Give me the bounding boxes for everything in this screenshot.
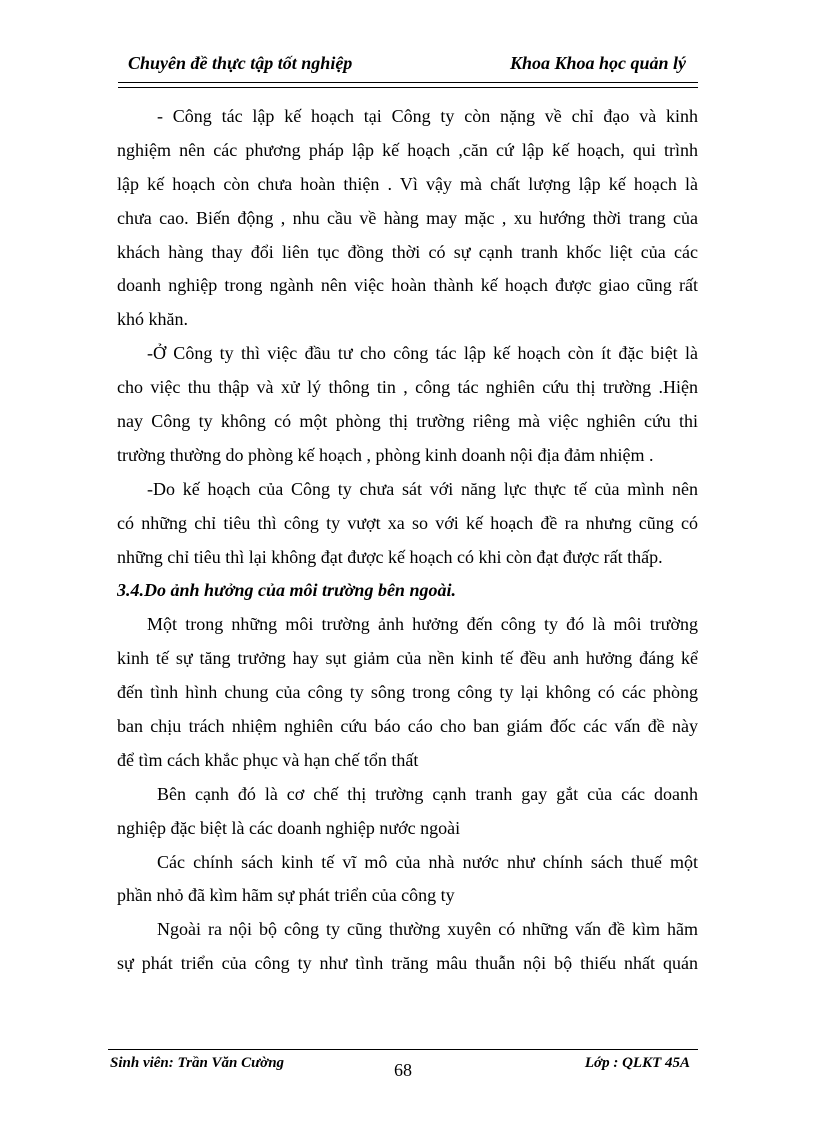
text-line: - Công tác lập kế hoạch tại Công ty còn nặng về chỉ đạo và kinh [157,106,698,126]
text-line: Một trong những môi trường ảnh hưởng đến công ty đó là môi trường [147,614,698,635]
header-title-right: Khoa Khoa học quản lý [509,53,686,73]
text-line: đến tình hình chung của công ty sông trong công ty lại không có các phòng [117,682,698,703]
header-double-rule [118,82,698,88]
text-line: sự phát triển của công ty như tình trăng mâu thuẫn nội bộ thiếu nhất quán [117,953,698,974]
text-line: nay Công ty không có một phòng thị trường riêng mà việc nghiên cứu thi [117,411,698,432]
text-line: nghiệm nên các phương pháp lập kế hoạch ,căn cứ lập kế hoạch, qui trình [117,139,698,160]
footer-student-name: Sinh viên: Trần Văn Cường [110,1055,285,1071]
footer-class: Lớp : QLKT 45A [584,1055,690,1071]
text-line: doanh nghiệp trong ngành nên việc hoàn thành kế hoạch được giao cũng rất [117,275,698,296]
text-line: -Do kế hoạch của Công ty chưa sát với năng lực thực tế của mình nên [147,478,698,499]
text-line: lập kế hoạch còn chưa hoàn thiện . Vì vậy mà chất lượng lập kế hoạch là [117,173,698,194]
text-line: Các chính sách kinh tế vĩ mô của nhà nước như chính sách thuế một [157,851,698,872]
text-line: Ngoài ra nội bộ công ty cũng thường xuyên có những vấn đề kìm hãm [157,919,698,940]
header-title-left: Chuyên đề thực tập tốt nghiệp [128,53,353,73]
footer-rule [108,1049,698,1050]
text-line: Bên cạnh đó là cơ chế thị trường cạnh tranh gay gắt của các doanh [157,783,698,804]
body-text [117,100,698,981]
text-line: cho việc thu thập và xử lý thông tin , công tác nghiên cứu thị trường .Hiện [117,377,698,398]
text-line: có những chỉ tiêu thì công ty vượt xa so với kế hoạch đề ra nhưng cũng có [117,512,698,533]
text-line: -Ở Công ty thì việc đầu tư cho công tác lập kế hoạch còn ít đặc biệt là [147,343,698,364]
text-line: những chỉ tiêu thì lại không đạt được kế hoạch có khi còn đạt được rất thấp. [117,546,663,567]
text-line: phần nhỏ đã kìm hãm sự phát triển của công ty [117,885,455,906]
page-footer [108,1052,698,1082]
page-number: 68 [394,1060,412,1080]
text-line: kinh tế sự tăng trưởng hay sụt giảm của nền kinh tế đều anh hưởng đáng kể [117,648,698,669]
section-heading: 3.4.Do ảnh hưởng của môi trường bên ngoài. [117,580,456,601]
text-line: khó khăn. [117,309,188,330]
text-line: khách hàng thay đổi liên tục đồng thời có sự cạnh tranh khốc liệt của các [117,241,698,262]
text-line: nghiệp đặc biệt là các doanh nghiệp nước ngoài [117,817,461,838]
page-header [118,50,698,82]
text-line: chưa cao. Biến động , nhu cầu về hàng may mặc , xu hướng thời trang của [117,207,698,228]
text-line: ban chịu trách nhiệm nghiên cứu báo cáo cho ban giám đốc các vấn đề này [117,716,698,737]
text-line: để tìm cách khắc phục và hạn chế tổn thất [117,749,419,770]
text-line: trường thường do phòng kế hoạch , phòng kinh doanh nội địa đảm nhiệm . [117,444,654,465]
